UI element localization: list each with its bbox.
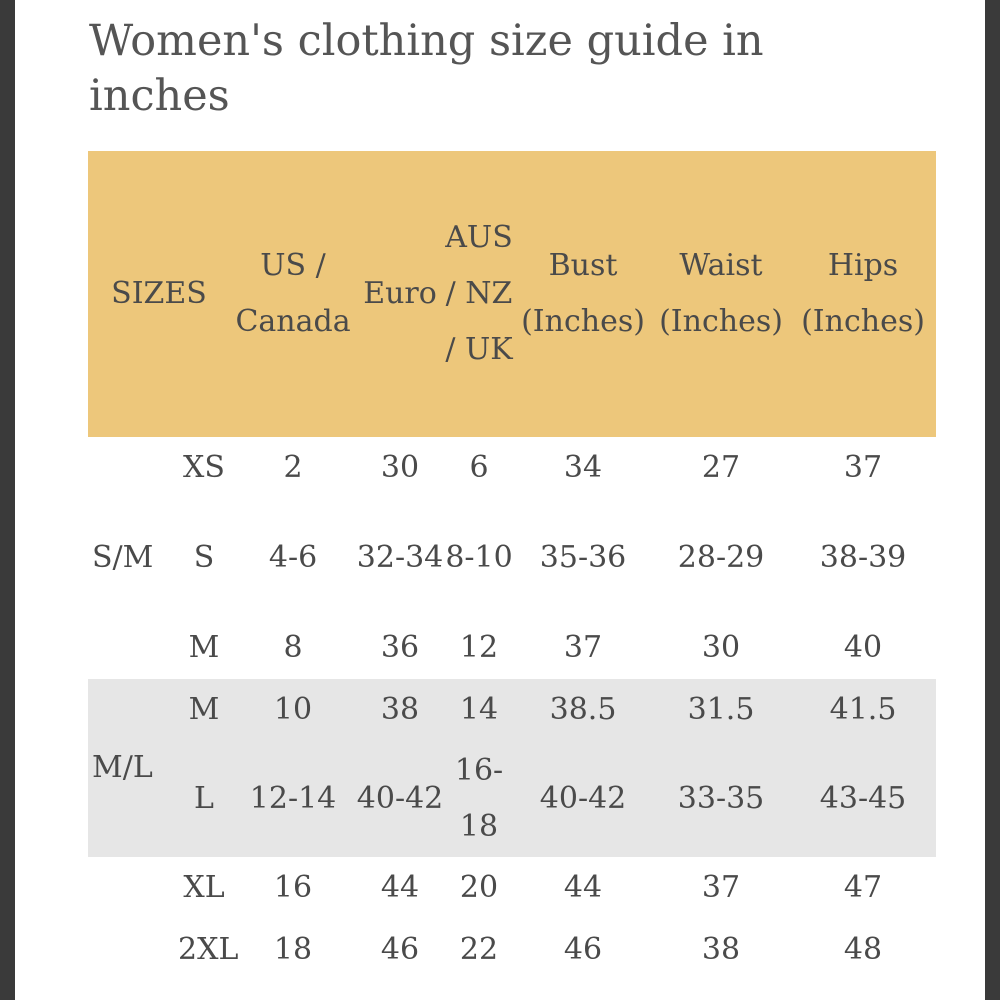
cell-waist: 27 (701, 450, 741, 485)
cell-euro: 44 (380, 870, 420, 905)
cell-us: 8 (283, 630, 303, 665)
cell-size: L (194, 781, 214, 816)
cell-aus: 12 (459, 630, 499, 665)
table-row (88, 857, 936, 919)
cell-us: 2 (283, 450, 303, 485)
cell-us: 4-6 (268, 540, 318, 575)
cell-waist: 37 (701, 870, 741, 905)
page-title: Women's clothing size guide in inches (89, 16, 764, 121)
cell-bust: 37 (563, 630, 603, 665)
cell-aus: 22 (459, 932, 499, 967)
header-us-canada: US / Canada (235, 248, 351, 339)
header-euro: Euro (363, 276, 437, 311)
cell-waist: 28-29 (677, 540, 765, 575)
header-bust: Bust (Inches) (521, 248, 645, 339)
cell-bust: 38.5 (549, 692, 617, 727)
cell-hips: 47 (843, 870, 883, 905)
cell-bust: 46 (563, 932, 603, 967)
cell-us: 10 (273, 692, 313, 727)
cell-aus: 20 (459, 870, 499, 905)
cell-euro: 40-42 (356, 781, 444, 816)
cell-aus: 6 (469, 450, 489, 485)
cell-hips: 41.5 (829, 692, 897, 727)
table-row (88, 617, 936, 679)
header-sizes: SIZES (111, 276, 207, 311)
group-cell-empty (88, 437, 178, 499)
group-label-ml: M/L (92, 750, 153, 785)
cell-us: 16 (273, 870, 313, 905)
table-row (88, 499, 936, 617)
header-hips: Hips (Inches) (801, 248, 925, 339)
size-guide-table (88, 151, 936, 981)
cell-aus: 14 (459, 692, 499, 727)
page (15, 0, 985, 1000)
cell-hips: 40 (843, 630, 883, 665)
cell-euro: 30 (380, 450, 420, 485)
cell-hips: 38-39 (819, 540, 907, 575)
cell-size: XS (183, 450, 225, 485)
cell-bust: 34 (563, 450, 603, 485)
table-row (88, 919, 936, 981)
header-waist: Waist (Inches) (659, 248, 783, 339)
cell-aus: 8-10 (445, 540, 513, 575)
table-row (88, 741, 936, 857)
cell-waist: 30 (701, 630, 741, 665)
cell-hips: 48 (843, 932, 883, 967)
cell-bust: 35-36 (539, 540, 627, 575)
header-aus-nz-uk: AUS / NZ / UK (445, 220, 513, 367)
cell-waist: 31.5 (687, 692, 755, 727)
cell-euro: 36 (380, 630, 420, 665)
group-cell-empty (88, 617, 178, 679)
table-header-row (88, 151, 936, 437)
table-row (88, 679, 936, 741)
cell-aus: 16-18 (454, 753, 504, 844)
cell-size: XL (183, 870, 225, 905)
cell-size: M (188, 692, 220, 727)
cell-euro: 38 (380, 692, 420, 727)
group-label-sm: S/M (92, 540, 154, 575)
cell-us: 12-14 (249, 781, 337, 816)
cell-euro: 46 (380, 932, 420, 967)
cell-euro: 32-34 (356, 540, 444, 575)
group-cell-empty (88, 919, 178, 981)
cell-size: 2XL (178, 932, 239, 967)
cell-size: M (188, 630, 220, 665)
cell-us: 18 (273, 932, 313, 967)
cell-hips: 43-45 (819, 781, 907, 816)
cell-size: S (193, 540, 215, 575)
group-cell-empty (88, 857, 178, 919)
cell-bust: 40-42 (539, 781, 627, 816)
table-row (88, 437, 936, 499)
cell-waist: 33-35 (677, 781, 765, 816)
cell-hips: 37 (843, 450, 883, 485)
cell-waist: 38 (701, 932, 741, 967)
cell-bust: 44 (563, 870, 603, 905)
